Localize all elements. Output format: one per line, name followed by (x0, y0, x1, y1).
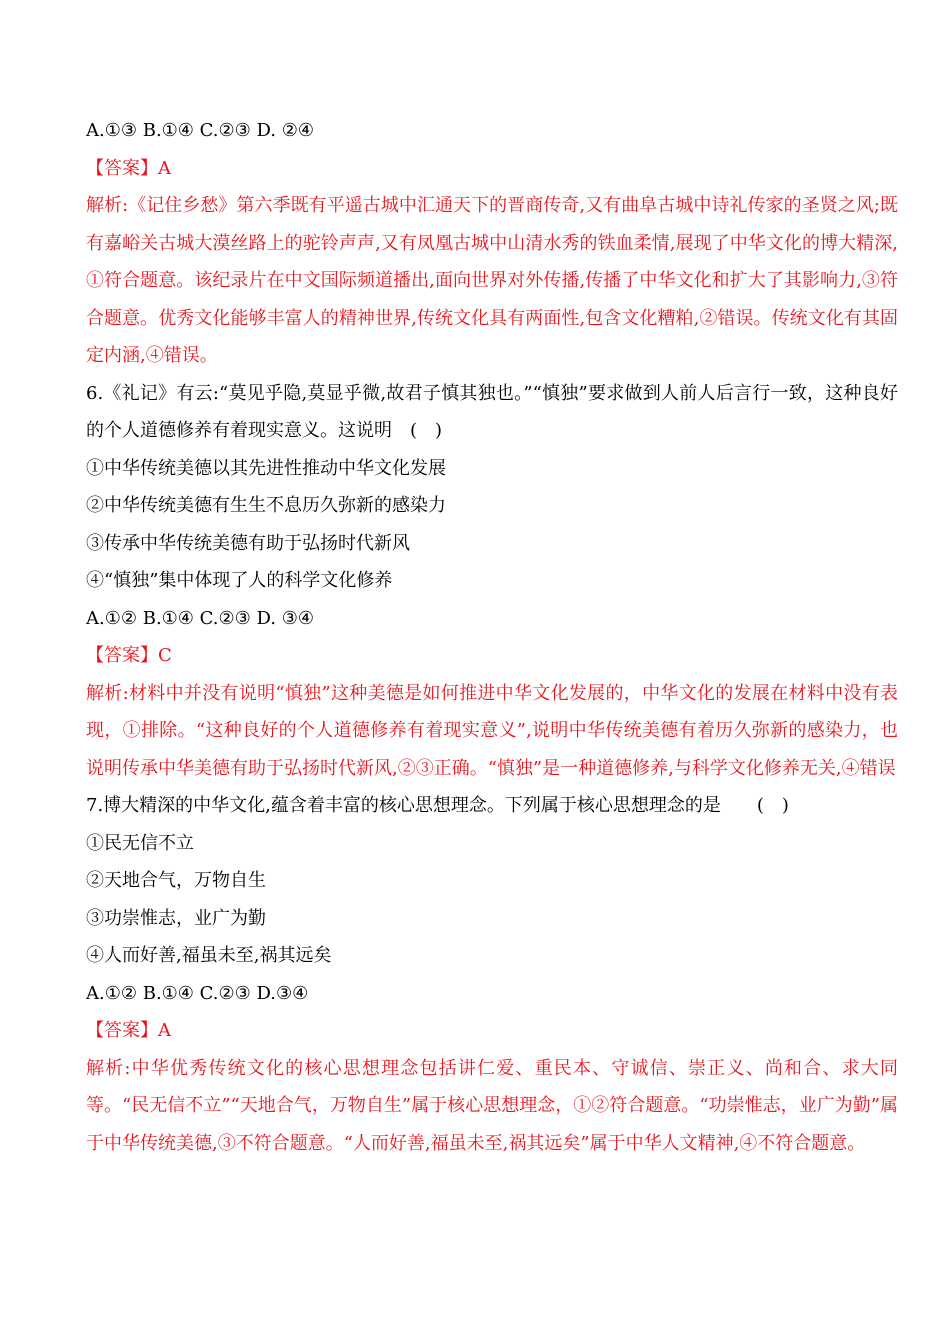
q7-analysis: 解析:中华优秀传统文化的核心思想理念包括讲仁爱、重民本、守诚信、崇正义、尚和合、求大同等。“民无信不立”“天地合气，万物自生”属于核心思想理念，①②符合题意。“功崇惟志，业广为勤”属于中华传统美德,③不符合题意。“人而好善,福虽未至,祸其远矣”属于中华人文精神,④不符合题意。 (86, 1057, 898, 1154)
q6-item-4: ④“慎独”集中体现了人的科学文化修养 (86, 570, 393, 591)
page-content (86, 112, 898, 1162)
q7-item-1: ①民无信不立 (86, 832, 194, 854)
q6-item-2: ②中华传统美德有生生不息历久弥新的感染力 (86, 495, 446, 516)
q7-options: A.①② B.①④ C.②③ D.③④ (86, 982, 309, 1004)
q5-options: A.①③ B.①④ C.②③ D. ②④ (86, 120, 315, 141)
q5-analysis: 解析:《记住乡愁》第六季既有平遥古城中汇通天下的晋商传奇,又有曲阜古城中诗礼传家的圣贤之风;既有嘉峪关古城大漠丝路上的驼铃声声,又有凤凰古城中山清水秀的铁血柔情,展现了中华文化的博大精深,①符合题意。该纪录片在中文国际频道播出,面向世界对外传播,传播了中华文化和扩大了其影响力,③符合题意。优秀文化能够丰富人的精神世界,传统文化具有两面性,包含文化糟粕,②错误。传统文化有其固定内涵,④错误。 (86, 195, 898, 366)
q7-item-3: ③功崇惟志，业广为勤 (86, 907, 266, 929)
q6-analysis: 解析:材料中并没有说明“慎独”这种美德是如何推进中华文化发展的，中华文化的发展在材料中没有表现，①排除。“这种良好的个人道德修养有着现实意义”,说明中华传统美德有着历久弥新的感染力，也说明传承中华美德有助于弘扬时代新风,②③正确。“慎独”是一种道德修养,与科学文化修养无关,④错误 (86, 682, 898, 779)
q7-answer: 【答案】A (86, 1020, 171, 1041)
q6-answer: 【答案】C (86, 645, 172, 666)
q7-item-4: ④人而好善,福虽未至,祸其远矣 (86, 945, 332, 966)
q6-stem: 6.《礼记》有云:“莫见乎隐,莫显乎微,故君子慎其独也。”“慎独”要求做到人前人后言行一致，这种良好的个人道德修养有着现实意义。这说明 ( ) (86, 382, 898, 441)
q5-answer: 【答案】A (86, 157, 171, 179)
q6-item-3: ③传承中华传统美德有助于弘扬时代新风 (86, 532, 410, 554)
q6-options: A.①② B.①④ C.②③ D. ③④ (86, 607, 315, 629)
q7-stem: 7.博大精深的中华文化,蕴含着丰富的核心思想理念。下列属于核心思想理念的是 ( ) (86, 795, 789, 816)
q6-item-1: ①中华传统美德以其先进性推动中华文化发展 (86, 457, 446, 479)
q7-item-2: ②天地合气，万物自生 (86, 870, 266, 891)
